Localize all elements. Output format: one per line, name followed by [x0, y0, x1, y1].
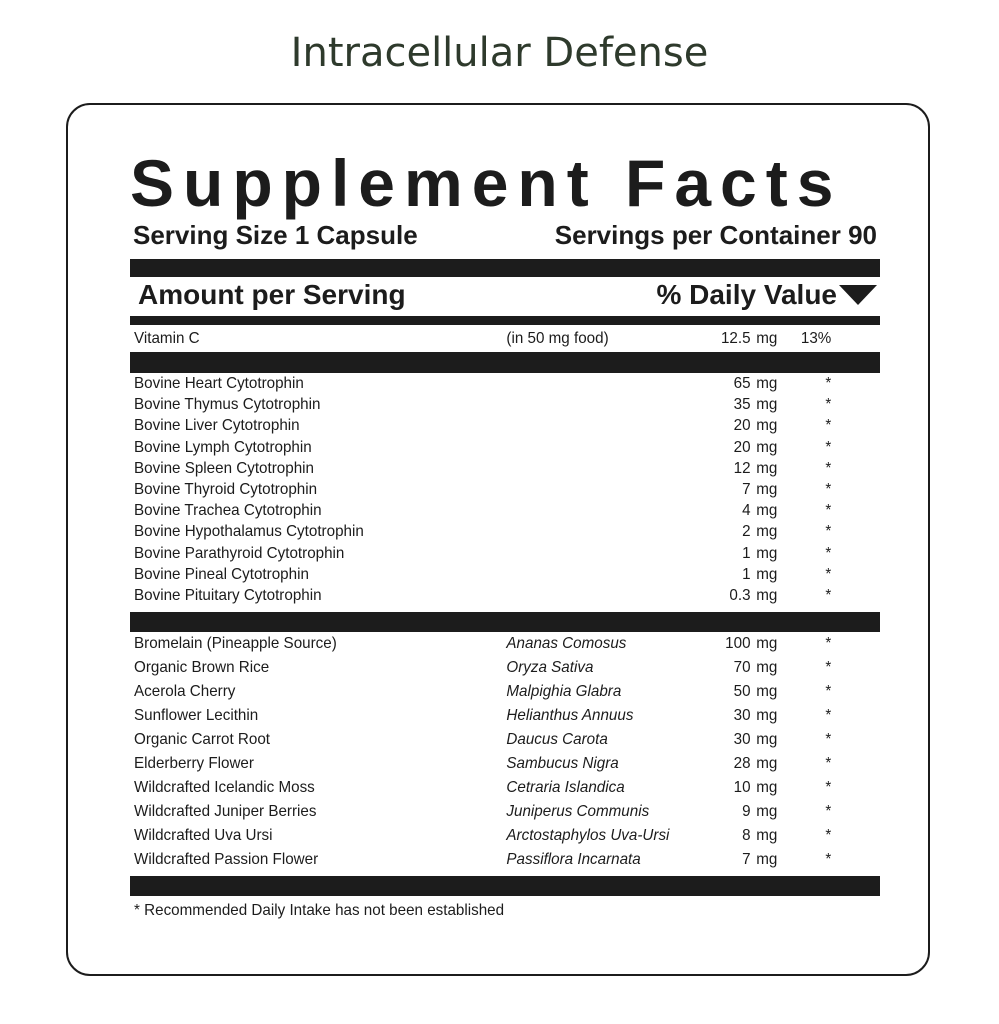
ingredient-row [7, 373, 956, 395]
ingredient-source: Cetraria Islandica [506, 779, 625, 796]
ingredient-daily-value: * [825, 731, 832, 748]
ingredient-unit: mg [756, 779, 778, 796]
ingredient-unit: mg [756, 731, 778, 748]
ingredient-unit: mg [756, 565, 778, 583]
ingredient-unit: mg [756, 635, 778, 652]
servings-per-container: Servings per Container 90 [554, 220, 877, 250]
divider-after-vitamins [130, 352, 880, 373]
ingredient-unit: mg [756, 481, 778, 498]
ingredient-unit: mg [756, 803, 778, 820]
ingredient-daily-value: * [825, 481, 832, 498]
ingredient-source: Ananas Comosus [506, 635, 627, 652]
ingredient-unit: mg [756, 438, 778, 456]
ingredient-daily-value: * [825, 779, 832, 796]
ingredient-source: Arctostaphylos Uva-Ursi [506, 827, 670, 844]
ingredient-daily-value: * [825, 459, 832, 477]
ingredient-unit: mg [756, 502, 778, 520]
ingredient-amount: 70 [733, 659, 751, 676]
ingredient-unit: mg [756, 459, 778, 477]
ingredient-row [7, 825, 956, 847]
ingredient-name: Bovine Liver Cytotrophin [134, 417, 300, 435]
ingredient-name: Bovine Spleen Cytotrophin [134, 459, 314, 477]
ingredient-daily-value: * [825, 803, 832, 820]
ingredient-row [7, 585, 956, 607]
amount-per-serving-header: Amount per Serving [138, 279, 406, 310]
ingredient-row [7, 681, 956, 703]
divider-below-header [130, 316, 880, 325]
ingredient-row [7, 705, 956, 727]
ingredient-amount: 65 [733, 375, 751, 392]
supplement-facts-heading: Supplement Facts [130, 146, 843, 220]
ingredient-amount: 30 [733, 731, 751, 748]
ingredient-row [7, 458, 956, 480]
ingredient-unit: mg [756, 544, 778, 562]
ingredient-amount: 12 [733, 459, 751, 477]
ingredient-name: Bovine Pituitary Cytotrophin [134, 587, 322, 604]
ingredient-daily-value: * [825, 683, 832, 700]
ingredient-daily-value: * [825, 851, 832, 868]
ingredient-daily-value: * [825, 417, 832, 435]
ingredient-name: Bovine Trachea Cytotrophin [134, 502, 322, 520]
ingredient-daily-value: * [825, 827, 832, 844]
ingredient-name: Wildcrafted Icelandic Moss [134, 779, 315, 796]
footnote: * Recommended Daily Intake has not been established [134, 902, 505, 919]
ingredient-name: Vitamin C [134, 330, 200, 347]
triangle-down-icon [839, 285, 877, 305]
ingredient-row [7, 479, 956, 501]
ingredient-row [7, 500, 956, 522]
ingredient-row [7, 753, 956, 775]
ingredient-source: Sambucus Nigra [506, 755, 619, 772]
ingredient-row [7, 849, 956, 871]
ingredient-row [7, 394, 956, 416]
ingredient-row [7, 801, 956, 823]
ingredient-name: Bromelain (Pineapple Source) [134, 635, 337, 652]
divider-after-cytotrophins [130, 612, 880, 632]
ingredient-name: Sunflower Lecithin [134, 707, 259, 724]
ingredient-name: Bovine Pineal Cytotrophin [134, 565, 309, 583]
ingredient-amount: 7 [742, 481, 751, 498]
ingredient-amount: 1 [742, 544, 751, 562]
ingredient-name: Bovine Heart Cytotrophin [134, 375, 304, 392]
ingredient-source: Malpighia Glabra [506, 683, 622, 700]
ingredient-row [7, 543, 956, 565]
ingredient-name: Acerola Cherry [134, 683, 236, 700]
ingredient-unit: mg [756, 851, 778, 868]
ingredient-amount: 20 [733, 438, 751, 456]
ingredient-unit: mg [756, 755, 778, 772]
ingredient-daily-value: * [825, 659, 832, 676]
ingredient-name: Wildcrafted Uva Ursi [134, 827, 273, 844]
ingredient-amount: 50 [733, 683, 751, 700]
ingredient-daily-value: * [825, 375, 832, 392]
ingredient-source: Daucus Carota [506, 731, 608, 748]
ingredient-daily-value: * [825, 587, 832, 604]
daily-value-header: % Daily Value [656, 279, 837, 310]
ingredient-amount: 2 [742, 523, 751, 541]
ingredient-row [7, 521, 956, 543]
product-title: Intracellular Defense [290, 30, 709, 76]
ingredient-daily-value: * [825, 523, 832, 541]
ingredient-name: Bovine Hypothalamus Cytotrophin [134, 523, 364, 541]
ingredient-amount: 8 [742, 827, 751, 844]
ingredient-row [7, 633, 956, 655]
ingredient-unit: mg [756, 417, 778, 435]
ingredient-unit: mg [756, 587, 778, 604]
ingredient-name: Organic Carrot Root [134, 731, 271, 748]
ingredient-name: Bovine Thyroid Cytotrophin [134, 481, 318, 498]
ingredient-source: Helianthus Annuus [506, 707, 634, 724]
ingredient-name: Bovine Thymus Cytotrophin [134, 396, 321, 414]
ingredient-unit: mg [756, 827, 778, 844]
serving-size: Serving Size 1 Capsule [133, 220, 418, 250]
ingredient-amount: 0.3 [729, 587, 751, 604]
ingredient-row [7, 777, 956, 799]
ingredient-daily-value: * [825, 755, 832, 772]
ingredient-name: Bovine Parathyroid Cytotrophin [134, 544, 345, 562]
divider-bottom [130, 876, 880, 896]
ingredient-row [7, 437, 956, 459]
ingredient-name: Organic Brown Rice [134, 659, 270, 676]
ingredient-amount: 10 [733, 779, 751, 796]
ingredient-source: Oryza Sativa [506, 659, 594, 676]
ingredient-daily-value: 13% [800, 330, 832, 347]
ingredient-row [7, 564, 956, 586]
ingredient-name: Wildcrafted Juniper Berries [134, 803, 317, 820]
ingredient-amount: 35 [733, 396, 751, 414]
ingredient-daily-value: * [825, 544, 832, 562]
thick-divider-top [130, 259, 880, 277]
ingredient-amount: 30 [733, 707, 751, 724]
ingredient-daily-value: * [825, 502, 832, 520]
ingredient-daily-value: * [825, 635, 832, 652]
ingredient-unit: mg [756, 330, 778, 347]
ingredient-unit: mg [756, 683, 778, 700]
ingredient-amount: 28 [733, 755, 751, 772]
ingredient-name: Bovine Lymph Cytotrophin [134, 438, 312, 456]
ingredient-amount: 7 [742, 851, 751, 868]
ingredient-unit: mg [756, 659, 778, 676]
ingredient-source: (in 50 mg food) [506, 330, 609, 347]
ingredient-unit: mg [756, 375, 778, 392]
ingredient-row [7, 415, 956, 437]
ingredient-unit: mg [756, 523, 778, 541]
ingredient-source: Juniperus Communis [506, 803, 650, 820]
vitamin-c-row [7, 328, 956, 350]
ingredient-daily-value: * [825, 565, 832, 583]
ingredient-row [7, 729, 956, 751]
ingredient-amount: 9 [742, 803, 751, 820]
ingredient-name: Elderberry Flower [134, 755, 254, 772]
ingredient-amount: 20 [733, 417, 751, 435]
ingredient-source: Passiflora Incarnata [506, 851, 641, 868]
ingredient-name: Wildcrafted Passion Flower [134, 851, 319, 868]
ingredient-daily-value: * [825, 438, 832, 456]
ingredient-unit: mg [756, 396, 778, 414]
ingredient-amount: 12.5 [720, 330, 751, 347]
ingredient-daily-value: * [825, 396, 832, 414]
ingredient-daily-value: * [825, 707, 832, 724]
ingredient-unit: mg [756, 707, 778, 724]
ingredient-amount: 4 [742, 502, 751, 520]
ingredient-amount: 1 [742, 565, 751, 583]
ingredient-amount: 100 [725, 635, 751, 652]
ingredient-row [7, 657, 956, 679]
